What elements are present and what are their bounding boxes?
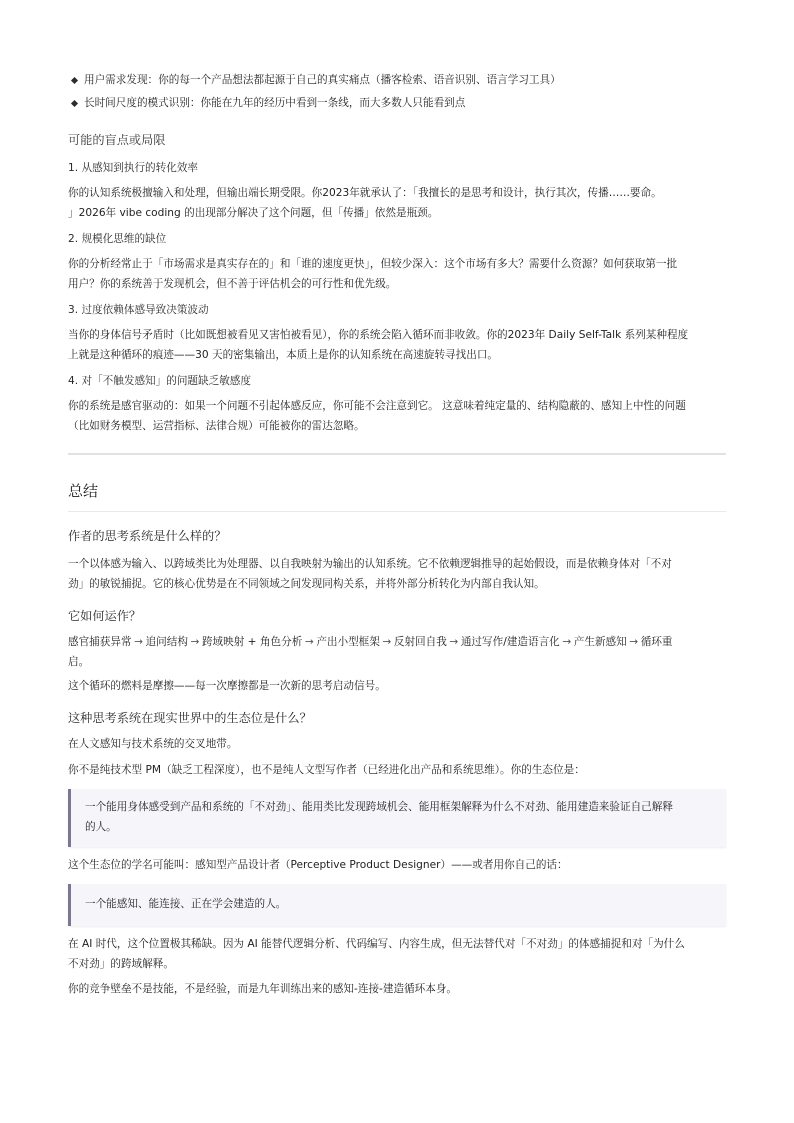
- flow-step-7: 产生新感知: [573, 636, 627, 648]
- document-content: [68, 70, 726, 999]
- arrow-right-icon: →: [304, 636, 314, 648]
- flow-step-3: 跨域映射 + 角色分析: [201, 636, 303, 648]
- niche-name-line: 这个生态位的学名可能叫：感知型产品设计者（Perceptive Product Designer）——或者用你自己的话：: [68, 859, 568, 871]
- blindspot-title-2: 2. 规模化思维的缺位: [68, 233, 167, 245]
- blindspot-title-3: 3. 过度依赖体感导致决策波动: [68, 304, 209, 316]
- question-thinking-system: 作者的思考系统是什么样的？: [68, 529, 227, 543]
- arrow-right-icon: →: [629, 636, 639, 648]
- blindspot-body-3-line-1: 当你的身体信号矛盾时（比如既想被看见又害怕被看见），你的系统会陷入循环而非收敛。你的2023年 Daily Self-Talk 系列某种程度: [68, 329, 689, 341]
- blindspot-body-4-line-1: 你的系统是感官驱动的：如果一个问题不引起体感反应，你可能不会注意到它。 这意味着纯定量的、结构隐蔽的、感知上中性的问题: [68, 400, 686, 412]
- arrow-right-icon: →: [134, 636, 143, 648]
- ai-era-line-2: 不对劲」的跨域解释。: [68, 958, 174, 970]
- moat-line: 你的竞争壁垒不是技能，不是经验，而是九年训练出来的感知-连接-建造循环本身。: [68, 983, 458, 995]
- flow-step-8: 循环重: [640, 636, 673, 648]
- blindspot-title-4: 4. 对「不触发感知」的问题缺乏敏感度: [68, 375, 251, 387]
- arrow-right-icon: →: [449, 636, 459, 648]
- arrow-right-icon: →: [562, 636, 572, 648]
- niche-callout: [68, 789, 726, 847]
- diamond-bullet-icon: [71, 100, 78, 107]
- question-how-it-works: 它如何运作？: [68, 609, 142, 623]
- flow-step-1: 感官捕获异常: [68, 636, 132, 648]
- question-ecological-niche: 这种思考系统在现实世界中的生态位是什么？: [68, 711, 312, 725]
- thinking-system-line-1: 一个以体感为输入、以跨域类比为处理器、以自我映射为输出的认知系统。它不依赖逻辑推导的起始假设，而是依赖身体对「不对: [68, 558, 672, 570]
- callout-line-1: 一个能用身体感受到产品和系统的「不对劲」、能用类比发现跨域机会、能用框架解释为什么不对劲、能用建造来验证自己解释: [85, 801, 673, 813]
- callout-line-2: 的人。: [85, 821, 117, 833]
- flow-step-6: 通过写作/建造语言化: [460, 636, 560, 648]
- self-definition-callout: [68, 884, 726, 926]
- loop-fuel-text: 这个循环的燃料是摩擦——每一次摩擦都是一次新的思考启动信号。: [68, 680, 386, 692]
- blindspot-body-1-line-1: 你的认知系统极擅输入和处理，但输出端长期受限。你2023年就承认了：「我擅长的是思考和设计，执行其次，传播……要命。: [68, 187, 662, 199]
- blindspots-heading: 可能的盲点或局限: [68, 133, 166, 147]
- blindspot-body-2-line-2: 用户？你的系统善于发现机会，但不善于评估机会的可行性和优先级。: [68, 278, 397, 290]
- strengths-list: [68, 70, 726, 113]
- callout-self-definition: 一个能感知、能连接、正在学会建造的人。: [85, 898, 287, 910]
- thinking-system-line-2: 劲」的敏锐捕捉。它的核心优势是在不同领域之间发现同构关系，并将外部分析转化为内部自我认知。: [68, 578, 545, 590]
- blindspot-title-1: 1. 从感知到执行的转化效率: [68, 162, 199, 174]
- niche-line-1: 在人文感知与技术系统的交叉地带。: [68, 738, 238, 750]
- process-flow: [68, 632, 726, 672]
- summary-heading: 总结: [68, 482, 99, 500]
- flow-tail: 启。: [68, 656, 90, 668]
- flow-step-4: 产出小型框架: [316, 636, 380, 648]
- blindspot-body-3-line-2: 上就是这种循环的痕迹——30 天的密集输出，本质上是你的认知系统在高速旋转寻找出口。: [68, 349, 499, 361]
- list-item: 长时间尺度的模式识别：你能在九年的经历中看到一条线，而大多数人只能看到点: [68, 93, 726, 113]
- flow-step-2: 追问结构: [145, 636, 188, 648]
- arrow-right-icon: →: [190, 636, 200, 648]
- diamond-bullet-icon: [71, 77, 78, 84]
- list-item: 用户需求发现：你的每一个产品想法都起源于自己的真实痛点（播客检索、语音识别、语言学习工具）: [68, 70, 726, 90]
- blindspot-body-2-line-1: 你的分析经常止于「市场需求是真实存在的」和「谁的速度更快」，但较少深入：这个市场有多大？需要什么资源？如何获取第一批: [68, 258, 678, 270]
- flow-step-5: 反射回自我: [393, 636, 447, 648]
- arrow-right-icon: →: [382, 636, 392, 648]
- ai-era-line-1: 在 AI 时代，这个位置极其稀缺。因为 AI 能替代逻辑分析、代码编写、内容生成，但无法替代对「不对劲」的体感捕捉和对「为什么: [68, 938, 685, 950]
- blindspot-body-1-line-2: 」2026年 vibe coding 的出现部分解决了这个问题，但「传播」依然是瓶颈。: [68, 207, 439, 219]
- niche-line-2: 你不是纯技术型 PM（缺乏工程深度），也不是纯人文型写作者（已经进化出产品和系统思维）。你的生态位是：: [68, 764, 585, 776]
- blindspot-body-4-line-2: （比如财务模型、运营指标、法律合规）可能被你的雷达忽略。: [68, 420, 365, 432]
